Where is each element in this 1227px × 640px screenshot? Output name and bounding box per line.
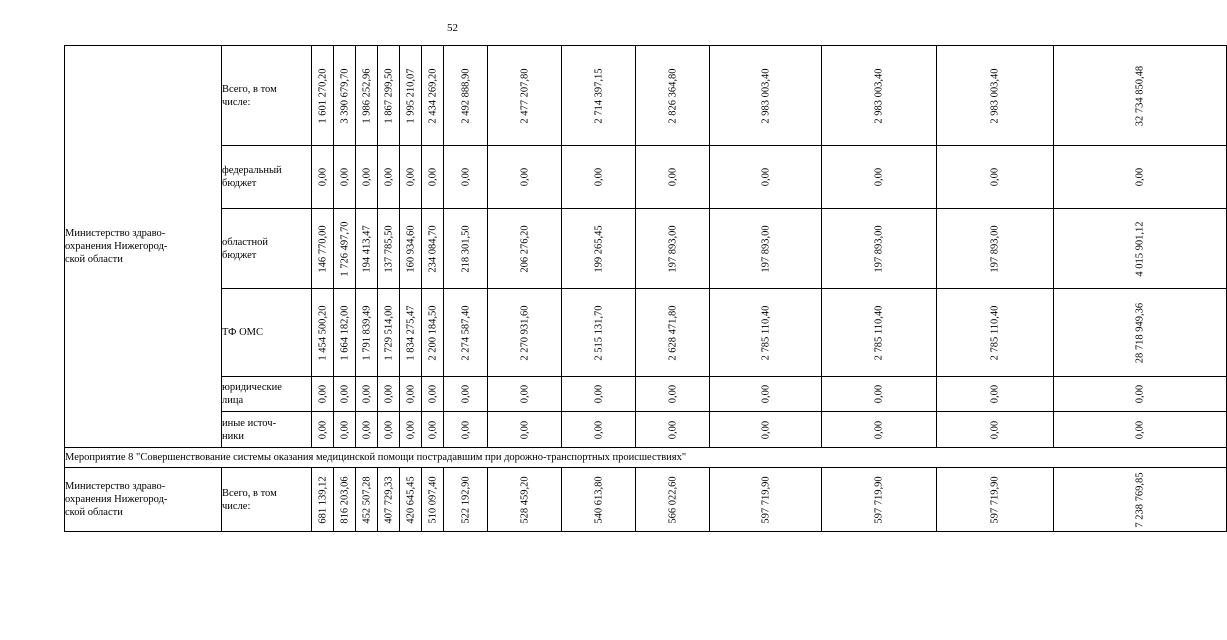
value-cell-text: 0,00 (760, 167, 771, 187)
value-cell-text: 218 301,50 (460, 224, 471, 273)
value-cell (356, 209, 378, 289)
value-cell-text: 2 785 110,40 (989, 305, 1001, 360)
value-cell (356, 289, 378, 377)
table-row (65, 289, 1227, 377)
value-cell (422, 209, 444, 289)
value-cell (937, 289, 1054, 377)
value-cell (822, 209, 937, 289)
value-cell-text: 0,00 (593, 167, 604, 187)
value-cell-text: 234 084,70 (427, 224, 438, 273)
value-cell-text: 0,00 (427, 384, 438, 404)
value-cell-text: 1 834 275,47 (405, 304, 416, 361)
value-cell (1054, 289, 1227, 377)
value-cell (356, 377, 378, 412)
value-cell-text: 2 492 888,90 (460, 67, 471, 124)
value-cell (378, 289, 400, 377)
value-cell (488, 146, 562, 209)
value-cell (710, 209, 822, 289)
value-cell (312, 46, 334, 146)
value-cell-text: 1 729 514,00 (383, 304, 394, 361)
value-cell (710, 377, 822, 412)
value-cell (444, 209, 488, 289)
value-cell-text: 4 015 901,12 (1134, 220, 1146, 277)
value-cell-text: 197 893,00 (667, 224, 678, 273)
value-cell (937, 377, 1054, 412)
value-cell-text: 522 192,90 (460, 475, 471, 524)
funding-source-cell: Всего, в том числе: (222, 46, 312, 146)
value-cell (1054, 468, 1227, 532)
value-cell-text: 0,00 (519, 384, 530, 404)
value-cell (1054, 209, 1227, 289)
value-cell (444, 146, 488, 209)
value-cell (562, 289, 636, 377)
value-cell (562, 46, 636, 146)
value-cell-text: 0,00 (339, 420, 350, 439)
value-cell-text: 197 893,00 (989, 224, 1001, 273)
value-cell-text: 3 390 679,70 (339, 67, 350, 124)
value-cell-text: 0,00 (873, 420, 885, 439)
value-cell-text: 1 867 299,50 (383, 67, 394, 124)
value-cell (822, 377, 937, 412)
value-cell-text: 0,00 (427, 420, 438, 439)
event-header-row (65, 448, 1227, 468)
value-cell (422, 377, 444, 412)
value-cell (334, 468, 356, 532)
value-cell-text: 510 097,40 (427, 475, 438, 524)
value-cell (488, 468, 562, 532)
value-cell (312, 146, 334, 209)
value-cell-text: 2 826 364,80 (667, 67, 678, 124)
funding-source-cell: иные источ- ники (222, 412, 312, 448)
value-cell-text: 1 995 210,07 (405, 67, 416, 124)
value-cell-text: 0,00 (317, 384, 328, 404)
funding-source-cell: областной бюджет (222, 209, 312, 289)
value-cell (636, 146, 710, 209)
value-cell (1054, 146, 1227, 209)
funding-source-cell: ТФ ОМС (222, 289, 312, 377)
value-cell (937, 46, 1054, 146)
value-cell-text: 0,00 (460, 420, 471, 439)
value-cell (400, 412, 422, 448)
value-cell (356, 46, 378, 146)
value-cell (422, 46, 444, 146)
value-cell-text: 0,00 (519, 167, 530, 187)
value-cell (822, 412, 937, 448)
value-cell (356, 412, 378, 448)
value-cell-text: 420 645,45 (405, 475, 416, 524)
value-cell (636, 468, 710, 532)
value-cell (937, 146, 1054, 209)
value-cell-text: 2 714 397,15 (593, 67, 604, 124)
value-cell (312, 289, 334, 377)
value-cell (312, 468, 334, 532)
value-cell (444, 289, 488, 377)
value-cell-text: 0,00 (460, 384, 471, 404)
value-cell (334, 377, 356, 412)
value-cell-text: 0,00 (760, 420, 771, 439)
value-cell (937, 412, 1054, 448)
value-cell-text: 0,00 (519, 420, 530, 439)
value-cell-text: 0,00 (339, 384, 350, 404)
value-cell (312, 209, 334, 289)
event-title: Мероприятие 8 "Совершенствование системы оказания медицинской помощи пострадавшим при дорожно-транспортных происшествиях" (65, 448, 1227, 468)
value-cell-text: 137 785,50 (383, 224, 394, 273)
value-cell (400, 146, 422, 209)
budget-table (64, 45, 1227, 532)
value-cell-text: 0,00 (1134, 167, 1146, 187)
value-cell-text: 28 718 949,36 (1134, 302, 1146, 363)
value-cell-text: 0,00 (361, 167, 372, 187)
value-cell (1054, 412, 1227, 448)
value-cell-text: 1 791 839,49 (361, 304, 372, 361)
value-cell-text: 146 770,00 (317, 224, 328, 273)
value-cell (334, 289, 356, 377)
value-cell-text: 0,00 (667, 420, 678, 439)
value-cell-text: 2 434 269,20 (427, 67, 438, 124)
value-cell-text: 0,00 (1134, 420, 1146, 439)
value-cell (334, 46, 356, 146)
value-cell (822, 46, 937, 146)
value-cell (636, 46, 710, 146)
value-cell-text: 0,00 (405, 384, 416, 404)
value-cell (334, 412, 356, 448)
value-cell (422, 289, 444, 377)
value-cell (562, 209, 636, 289)
value-cell (1054, 46, 1227, 146)
value-cell (378, 209, 400, 289)
value-cell-text: 2 274 587,40 (460, 304, 471, 361)
value-cell (1054, 377, 1227, 412)
value-cell-text: 0,00 (339, 167, 350, 187)
value-cell (422, 146, 444, 209)
value-cell (334, 146, 356, 209)
value-cell (400, 468, 422, 532)
table-row (65, 46, 1227, 146)
value-cell-text: 2 515 131,70 (593, 304, 604, 361)
value-cell (710, 46, 822, 146)
value-cell (444, 468, 488, 532)
value-cell-text: 0,00 (593, 384, 604, 404)
value-cell-text: 2 270 931,60 (519, 304, 530, 361)
value-cell (636, 377, 710, 412)
value-cell-text: 0,00 (405, 167, 416, 187)
value-cell-text: 528 459,20 (519, 475, 530, 524)
value-cell-text: 0,00 (873, 167, 885, 187)
value-cell-text: 0,00 (405, 420, 416, 439)
value-cell-text: 32 734 850,48 (1134, 65, 1146, 126)
value-cell-text: 0,00 (361, 384, 372, 404)
value-cell-text: 2 628 471,80 (667, 304, 678, 361)
value-cell-text: 197 893,00 (873, 224, 885, 273)
value-cell (937, 209, 1054, 289)
value-cell (400, 377, 422, 412)
value-cell-text: 566 022,60 (667, 475, 678, 524)
value-cell (822, 289, 937, 377)
value-cell-text: 0,00 (317, 420, 328, 439)
value-cell-text: 0,00 (383, 167, 394, 187)
value-cell (822, 468, 937, 532)
value-cell-text: 540 613,80 (593, 475, 604, 524)
value-cell-text: 0,00 (383, 384, 394, 404)
value-cell (636, 289, 710, 377)
value-cell-text: 0,00 (1134, 384, 1146, 404)
value-cell-text: 0,00 (427, 167, 438, 187)
value-cell-text: 7 238 769,85 (1134, 471, 1146, 528)
value-cell-text: 160 934,60 (405, 224, 416, 273)
value-cell (378, 46, 400, 146)
value-cell (488, 412, 562, 448)
value-cell (562, 146, 636, 209)
value-cell (378, 377, 400, 412)
value-cell-text: 2 983 003,40 (989, 67, 1001, 124)
funding-source-cell: юридические лица (222, 377, 312, 412)
value-cell-text: 0,00 (760, 384, 771, 404)
value-cell-text: 1 726 497,70 (339, 220, 350, 277)
value-cell (334, 209, 356, 289)
value-cell-text: 1 454 500,20 (317, 304, 328, 361)
funding-source-cell: Всего, в том числе: (222, 468, 312, 532)
value-cell (710, 289, 822, 377)
value-cell (710, 412, 822, 448)
value-cell (312, 377, 334, 412)
value-cell (710, 468, 822, 532)
value-cell-text: 1 664 182,00 (339, 304, 350, 361)
funding-source-cell: федеральный бюджет (222, 146, 312, 209)
value-cell (312, 412, 334, 448)
value-cell-text: 816 203,06 (339, 475, 350, 524)
value-cell-text: 0,00 (989, 420, 1001, 439)
value-cell (562, 468, 636, 532)
value-cell-text: 0,00 (873, 384, 885, 404)
value-cell (488, 377, 562, 412)
value-cell-text: 681 139,12 (317, 475, 328, 524)
table-row (65, 412, 1227, 448)
value-cell-text: 597 719,90 (989, 475, 1001, 524)
value-cell (400, 46, 422, 146)
value-cell-text: 0,00 (460, 167, 471, 187)
value-cell (636, 412, 710, 448)
value-cell-text: 199 265,45 (593, 224, 604, 273)
value-cell-text: 2 785 110,40 (873, 305, 885, 360)
value-cell (444, 377, 488, 412)
value-cell-text: 2 785 110,40 (760, 305, 771, 360)
page-number: 52 (447, 22, 458, 34)
value-cell-text: 0,00 (593, 420, 604, 439)
value-cell (400, 209, 422, 289)
value-cell (378, 468, 400, 532)
value-cell-text: 1 601 270,20 (317, 67, 328, 124)
value-cell (822, 146, 937, 209)
table-row (65, 377, 1227, 412)
value-cell-text: 2 477 207,80 (519, 67, 530, 124)
value-cell (356, 146, 378, 209)
value-cell (488, 289, 562, 377)
table-row (65, 209, 1227, 289)
value-cell-text: 0,00 (383, 420, 394, 439)
value-cell (488, 46, 562, 146)
value-cell-text: 206 276,20 (519, 224, 530, 273)
value-cell-text: 0,00 (667, 384, 678, 404)
value-cell-text: 0,00 (361, 420, 372, 439)
value-cell-text: 0,00 (667, 167, 678, 187)
value-cell (422, 412, 444, 448)
value-cell-text: 0,00 (317, 167, 328, 187)
table-row (65, 146, 1227, 209)
value-cell (400, 289, 422, 377)
table-row (65, 468, 1227, 532)
value-cell (356, 468, 378, 532)
organization-cell: Министерство здраво- охранения Нижегород- ской области (65, 468, 222, 532)
value-cell-text: 194 413,47 (361, 224, 372, 273)
value-cell (444, 412, 488, 448)
value-cell-text: 1 986 252,96 (361, 67, 372, 124)
value-cell (422, 468, 444, 532)
value-cell (562, 412, 636, 448)
value-cell (937, 468, 1054, 532)
value-cell (378, 146, 400, 209)
value-cell-text: 452 507,28 (361, 475, 372, 524)
value-cell-text: 197 893,00 (760, 224, 771, 273)
value-cell-text: 0,00 (989, 384, 1001, 404)
value-cell-text: 2 983 003,40 (760, 67, 771, 124)
value-cell (444, 46, 488, 146)
value-cell (488, 209, 562, 289)
value-cell-text: 407 729,33 (383, 475, 394, 524)
value-cell (562, 377, 636, 412)
organization-cell: Министерство здраво- охранения Нижегород- ской области (65, 46, 222, 448)
value-cell-text: 2 983 003,40 (873, 67, 885, 124)
value-cell (378, 412, 400, 448)
value-cell-text: 0,00 (989, 167, 1001, 187)
value-cell (636, 209, 710, 289)
value-cell (710, 146, 822, 209)
value-cell-text: 2 200 184,50 (427, 304, 438, 361)
value-cell-text: 597 719,90 (760, 475, 771, 524)
value-cell-text: 597 719,90 (873, 475, 885, 524)
